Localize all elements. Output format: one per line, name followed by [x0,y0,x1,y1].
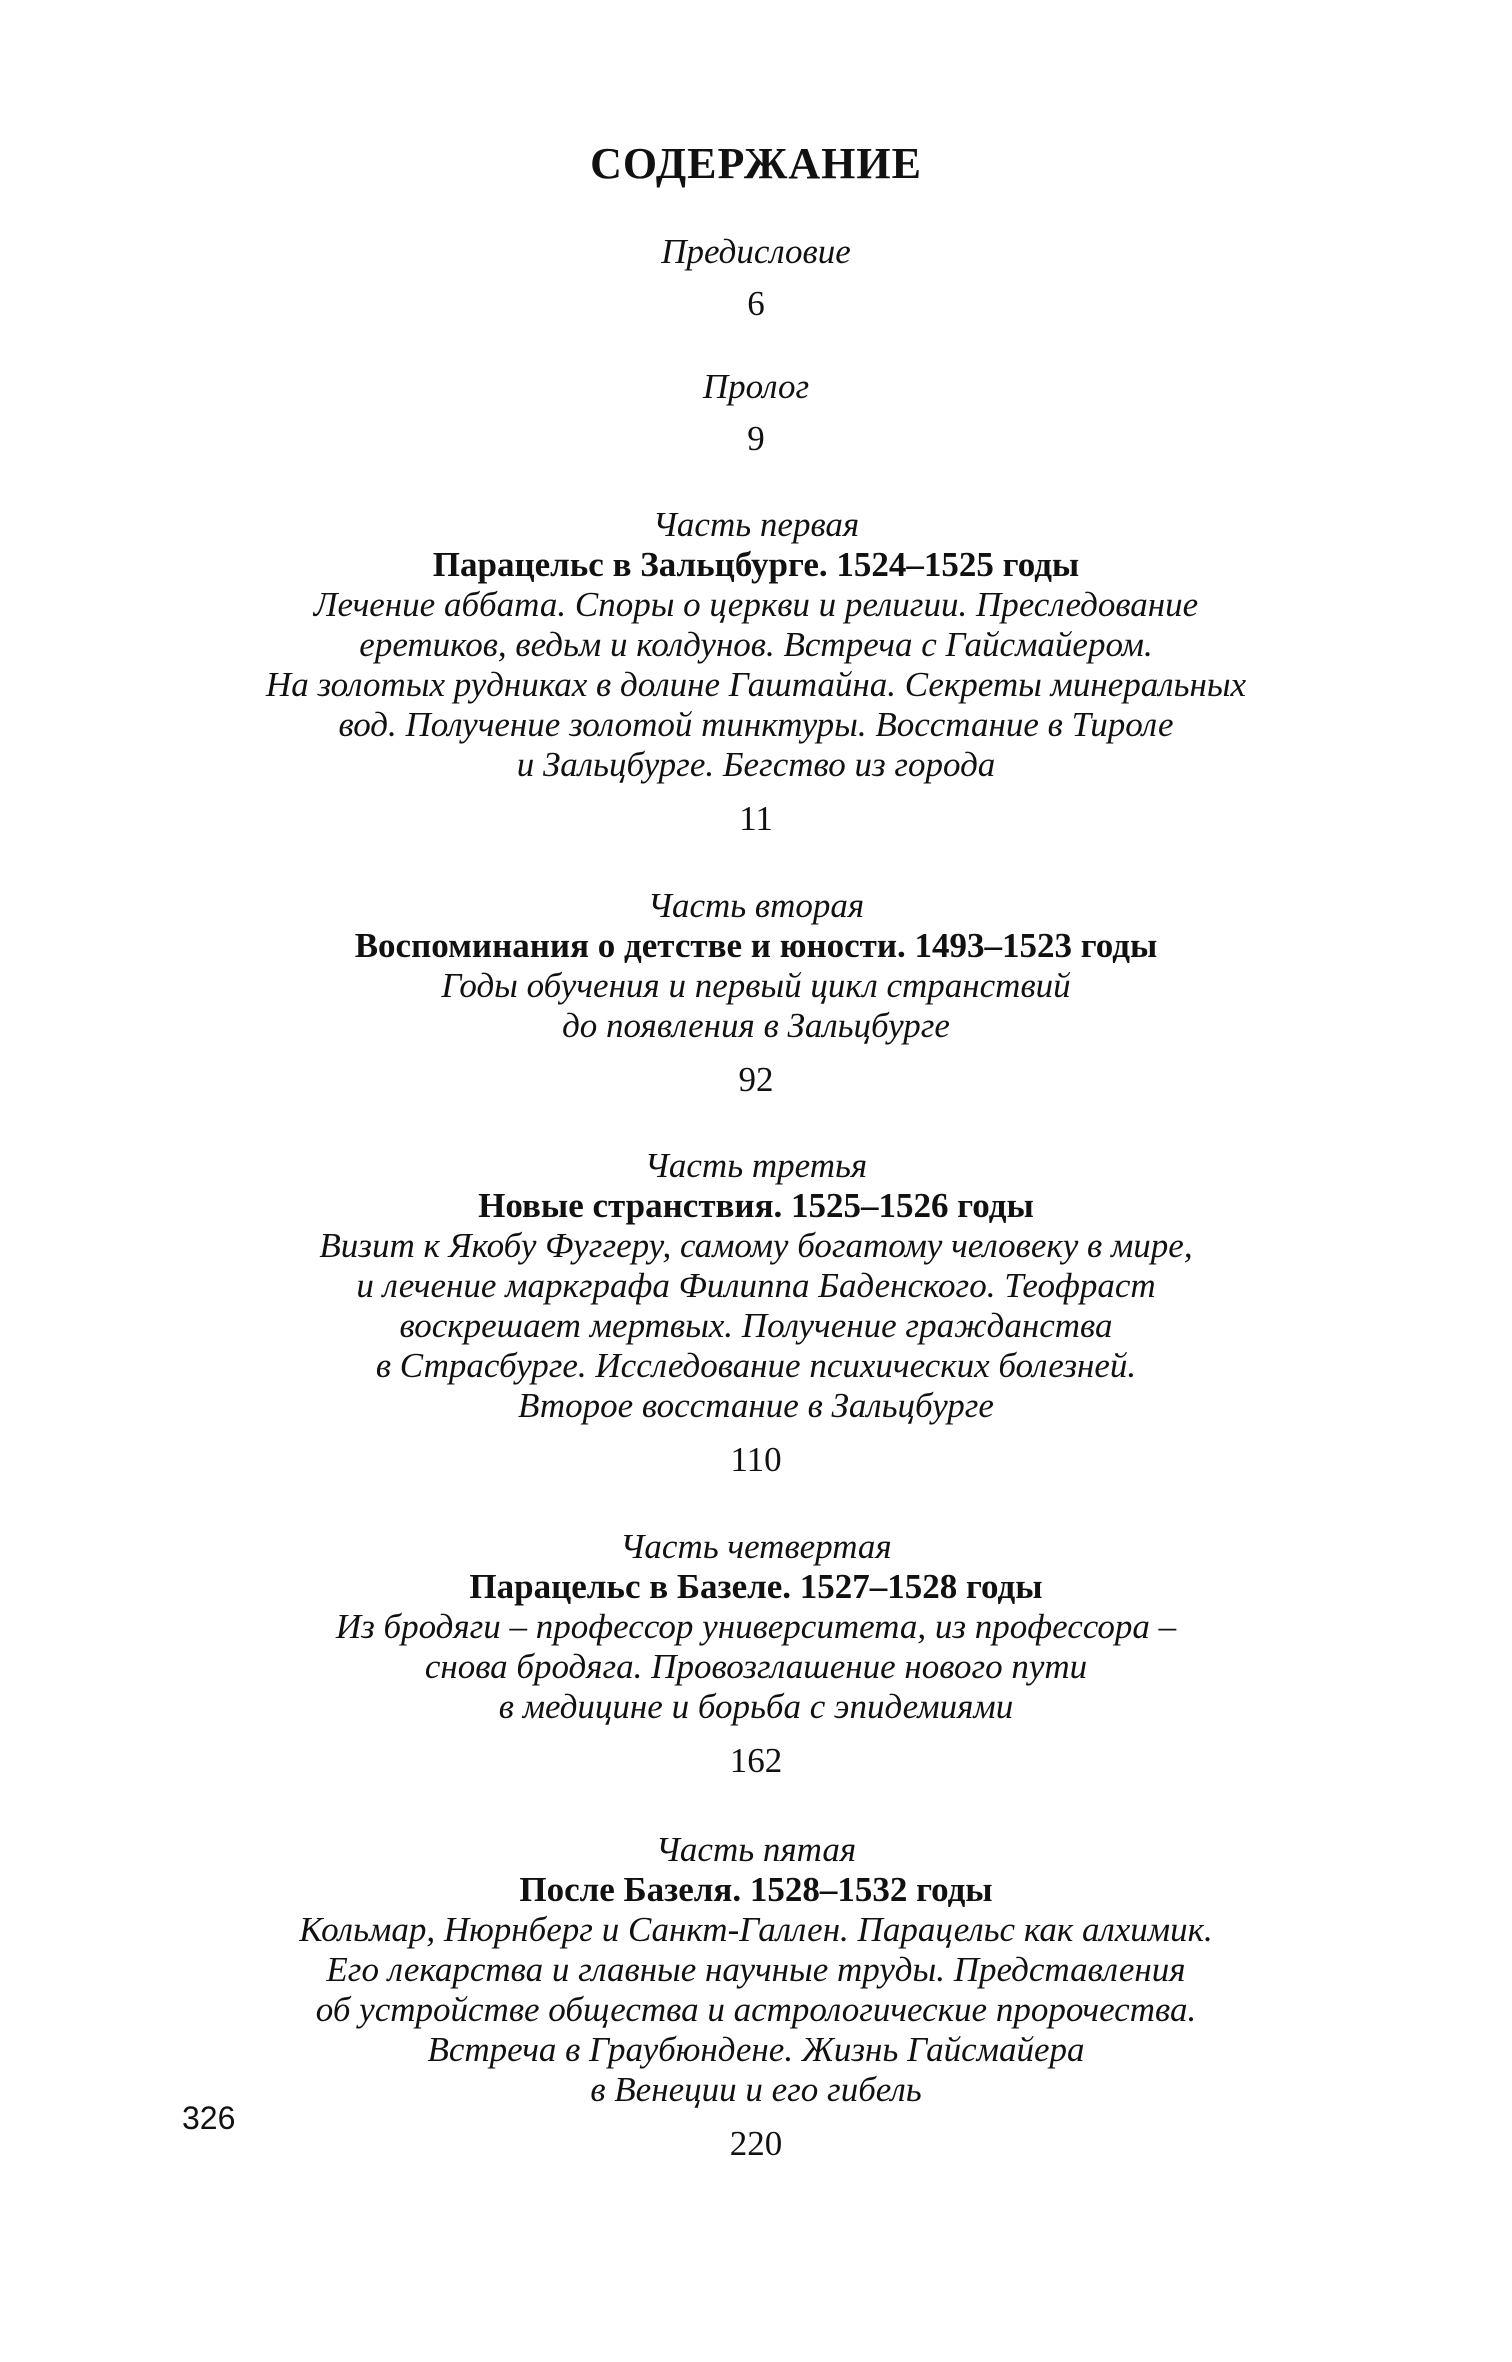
toc-entry-preface[interactable] [0,232,1512,324]
toc-description-line: до появления в Зальцбурге [562,1006,950,1045]
toc-part-heading: Новые странствия. 1525–1526 годы [478,1186,1034,1225]
toc-description-line: вод. Получение золотой тинктуры. Восстание в Тироле [338,705,1174,744]
toc-description-line: Встреча в Граубюндене. Жизнь Гайсмайера [427,2030,1085,2069]
toc-description-line: На золотых рудниках в долине Гаштайна. Секреты минеральных [265,665,1247,704]
toc-entry-part-2[interactable] [0,886,1512,1100]
toc-description-line: Его лекарства и главные научные труды. Представления [326,1950,1186,1989]
toc-part-label: Часть третья [644,1146,868,1185]
toc-description-line: в Венеции и его гибель [590,2070,922,2109]
toc-description-line: Годы обучения и первый цикл странствий [441,966,1071,1005]
toc-page-number: 220 [729,2124,783,2163]
toc-entry-prologue[interactable] [0,367,1512,459]
toc-page-number: 92 [738,1060,774,1099]
toc-description-line: Из бродяги – профессор университета, из профессора – [335,1607,1177,1646]
toc-description-line: воскрешает мертвых. Получение гражданства [399,1306,1113,1345]
toc-part-label: Часть вторая [647,886,865,925]
page-title: СОДЕРЖАНИЕ [590,139,922,188]
toc-description-line: и Зальцбурге. Бегство из города [516,745,996,784]
toc-part-heading: Парацельс в Базеле. 1527–1528 годы [469,1567,1043,1606]
toc-description-line: в Страсбурге. Исследование психических болезней. [375,1346,1137,1385]
toc-entry-part-1[interactable] [0,505,1512,839]
toc-label: Пролог [702,367,810,406]
toc-page-number: 11 [739,799,773,838]
toc-part-heading: Воспоминания о детстве и юности. 1493–1523 годы [354,926,1158,965]
toc-page-number: 110 [730,1440,782,1479]
toc-description-line: Визит к Якобу Фуггеру, самому богатому человеку в мире, [319,1226,1193,1265]
toc-part-label: Часть первая [652,505,860,544]
toc-page-number: 162 [729,1741,783,1780]
toc-entry-part-4[interactable] [0,1527,1512,1781]
toc-page-number: 9 [747,419,765,458]
toc-description-line: об устройстве общества и астрологические пророчества. [315,1990,1197,2029]
toc-description-line: и лечение маркграфа Филиппа Баденского. Теофраст [356,1266,1156,1305]
toc-part-heading: После Базеля. 1528–1532 годы [519,1870,993,1909]
page-folio-number: 326 [182,2100,236,2136]
toc-description-line: в медицине и борьба с эпидемиями [498,1687,1014,1726]
toc-description-line: Кольмар, Нюрнберг и Санкт-Галлен. Парацельс как алхимик. [299,1910,1213,1949]
toc-description-line: еретиков, ведьм и колдунов. Встреча с Гайсмайером. [359,625,1153,664]
toc-entry-part-3[interactable] [0,1146,1512,1480]
toc-description-line: Второе восстание в Зальцбурге [518,1386,994,1425]
toc-page-number: 6 [747,284,765,323]
toc-description-line: Лечение аббата. Споры о церкви и религии. Преследование [313,585,1199,624]
toc-part-label: Часть четвертая [620,1527,892,1566]
toc-label: Предисловие [661,232,851,271]
toc-part-label: Часть пятая [655,1830,857,1869]
toc-part-heading: Парацельс в Зальцбурге. 1524–1525 годы [432,545,1080,584]
toc-description-line: снова бродяга. Провозглашение нового пути [424,1647,1088,1686]
